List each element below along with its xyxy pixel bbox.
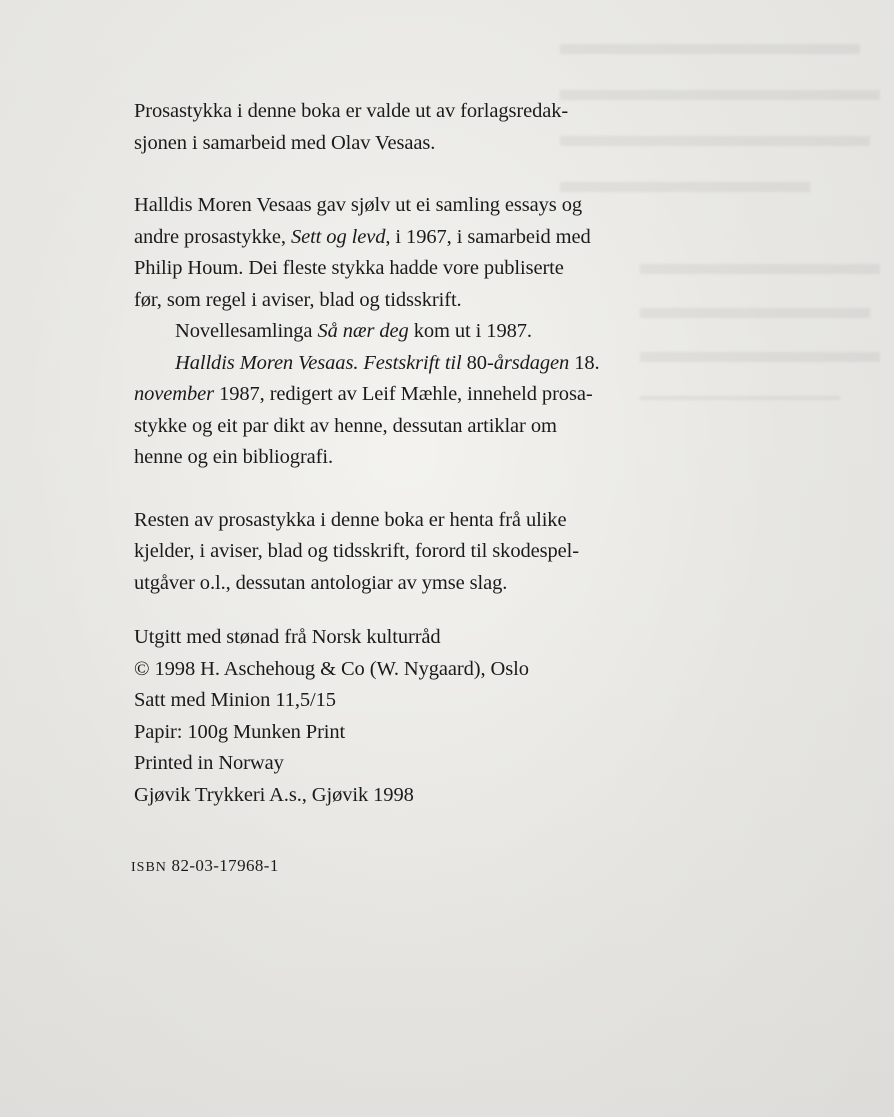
colophon-line: Gjøvik Trykkeri A.s., Gjøvik 1998: [134, 783, 414, 806]
text-line: utgåver o.l., dessutan antologiar av ymse slag.: [134, 571, 508, 594]
text-run: , i 1967, i samarbeid med: [385, 225, 591, 248]
text-run: 1987, redigert av Leif Mæhle, inneheld prosa-: [214, 383, 593, 405]
isbn: [131, 856, 279, 876]
text-line: Halldis Moren Vesaas gav sjølv ut ei samling essays og: [134, 194, 583, 216]
text-line: Resten av prosastykka i denne boka er henta frå ulike: [134, 508, 567, 531]
text-line: [134, 222, 654, 254]
text-run: Novellesamlinga: [175, 320, 318, 342]
book-title-sa-naer-deg: Så nær deg: [317, 320, 409, 342]
body-text: [134, 96, 654, 811]
isbn-label: ISBN: [131, 860, 167, 875]
text-line: Prosastykka i denne boka er valde ut av forlagsredak-: [134, 100, 569, 122]
show-through-shadow-2: [640, 250, 890, 400]
text-line: stykke og eit par dikt av henne, dessutan artiklar om: [134, 414, 557, 437]
colophon-line: Utgitt med stønad frå Norsk kulturråd: [134, 626, 441, 648]
text-run: 18.: [569, 351, 600, 374]
book-title-sett-og-levd: Sett og levd: [290, 225, 386, 248]
text-line: [134, 316, 654, 348]
colophon-line: © 1998 H. Aschehoug & Co (W. Nygaard), Oslo: [134, 657, 529, 680]
text-line: [134, 379, 654, 411]
colophon-line: Printed in Norway: [134, 752, 284, 774]
paragraph-own-collection: [134, 190, 654, 474]
book-title-festskrift: Halldis Moren Vesaas. Festskrift til: [175, 351, 462, 374]
paragraph-selection-note: [134, 96, 654, 159]
text-run: andre prosastykke,: [134, 225, 291, 248]
text-run: kom ut i 1987.: [408, 320, 532, 342]
text-line: sjonen i samarbeid med Olav Vesaas.: [134, 131, 436, 154]
text-run: 80-: [461, 351, 494, 374]
text-line: [134, 348, 654, 380]
colophon-line: Satt med Minion 11,5/15: [134, 689, 336, 711]
book-title-festskrift-cont: årsdagen: [493, 351, 570, 374]
text-line: Philip Houm. Dei fleste stykka hadde vore publiserte: [134, 257, 564, 279]
text-line: kjelder, i aviser, blad og tidsskrift, forord til skodespel-: [134, 540, 579, 562]
paragraph-other-sources: [134, 505, 654, 600]
text-line: før, som regel i aviser, blad og tidsskrift.: [134, 288, 462, 311]
colophon-line: Papir: 100g Munken Print: [134, 720, 346, 743]
colophon: [134, 622, 654, 811]
text-line: henne og ein bibliografi.: [134, 446, 334, 468]
book-title-festskrift-end: november: [134, 383, 215, 405]
isbn-number: 82-03-17968-1: [166, 856, 279, 875]
